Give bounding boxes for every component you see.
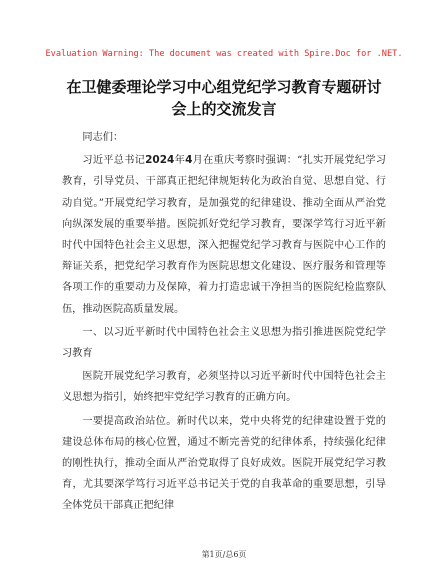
page-footer: 第1页/总6页 — [201, 550, 247, 559]
intro-text-rest: 月在重庆考察时强调：“扎实开展党纪学习教育，引导党员、干部真正把纪律规矩转化为政治自觉、思想自觉、行动自觉。”开展党纪学习教育，是加强党的纪律建设、推动全面从严治党向纵深发展的重要举措。医院抓好党纪学习教育，要深学笃行习近平新时代中国特色社会主义思想，深入把握党纪学习教育与医院中心工作的辩证关系，把党纪学习教育作为医院思想文化建设、医疗服务和管理等各项工作的重要动力及保障，着力打造忠诚干净担当的医院纪检监察队伍，推动医院高质量发展。 — [62, 155, 386, 315]
section-heading-1: 一、以习近平新时代中国特色社会主义思想为指引推进医院党纪学习教育 — [62, 326, 386, 360]
paragraph-intro — [62, 150, 386, 320]
year-number: 2024 — [145, 154, 175, 167]
month-number: 4 — [185, 154, 193, 167]
document-title: 在卫健委理论学习中心组党纪学习教育专题研讨会上的交流发言 — [66, 78, 382, 118]
greeting: 同志们： — [82, 132, 124, 143]
evaluation-warning: Evaluation Warning: The document was created with Spire.Doc for .NET. — [45, 49, 403, 59]
year-suffix: 年 — [174, 155, 186, 167]
paragraph-3: 一要提高政治站位。新时代以来，党中央将党的纪律建设置于党的建设总体布局的核心位置，通过不断完善党的纪律体系，持续强化纪律的刚性执行，推动全面从严治党取得了良好成效。医院开展党纪学习教育，尤其要深学笃行习近平总书记关于党的自我革命的重要思想，引导全体党员干部真正把纪律 — [62, 415, 386, 512]
intro-text-start: 习近平总书记 — [82, 155, 146, 167]
paragraph-2: 医院开展党纪学习教育，必须坚持以习近平新时代中国特色社会主义思想为指引，始终把牢党纪学习教育的正确方向。 — [62, 371, 386, 404]
document-body — [62, 127, 386, 517]
